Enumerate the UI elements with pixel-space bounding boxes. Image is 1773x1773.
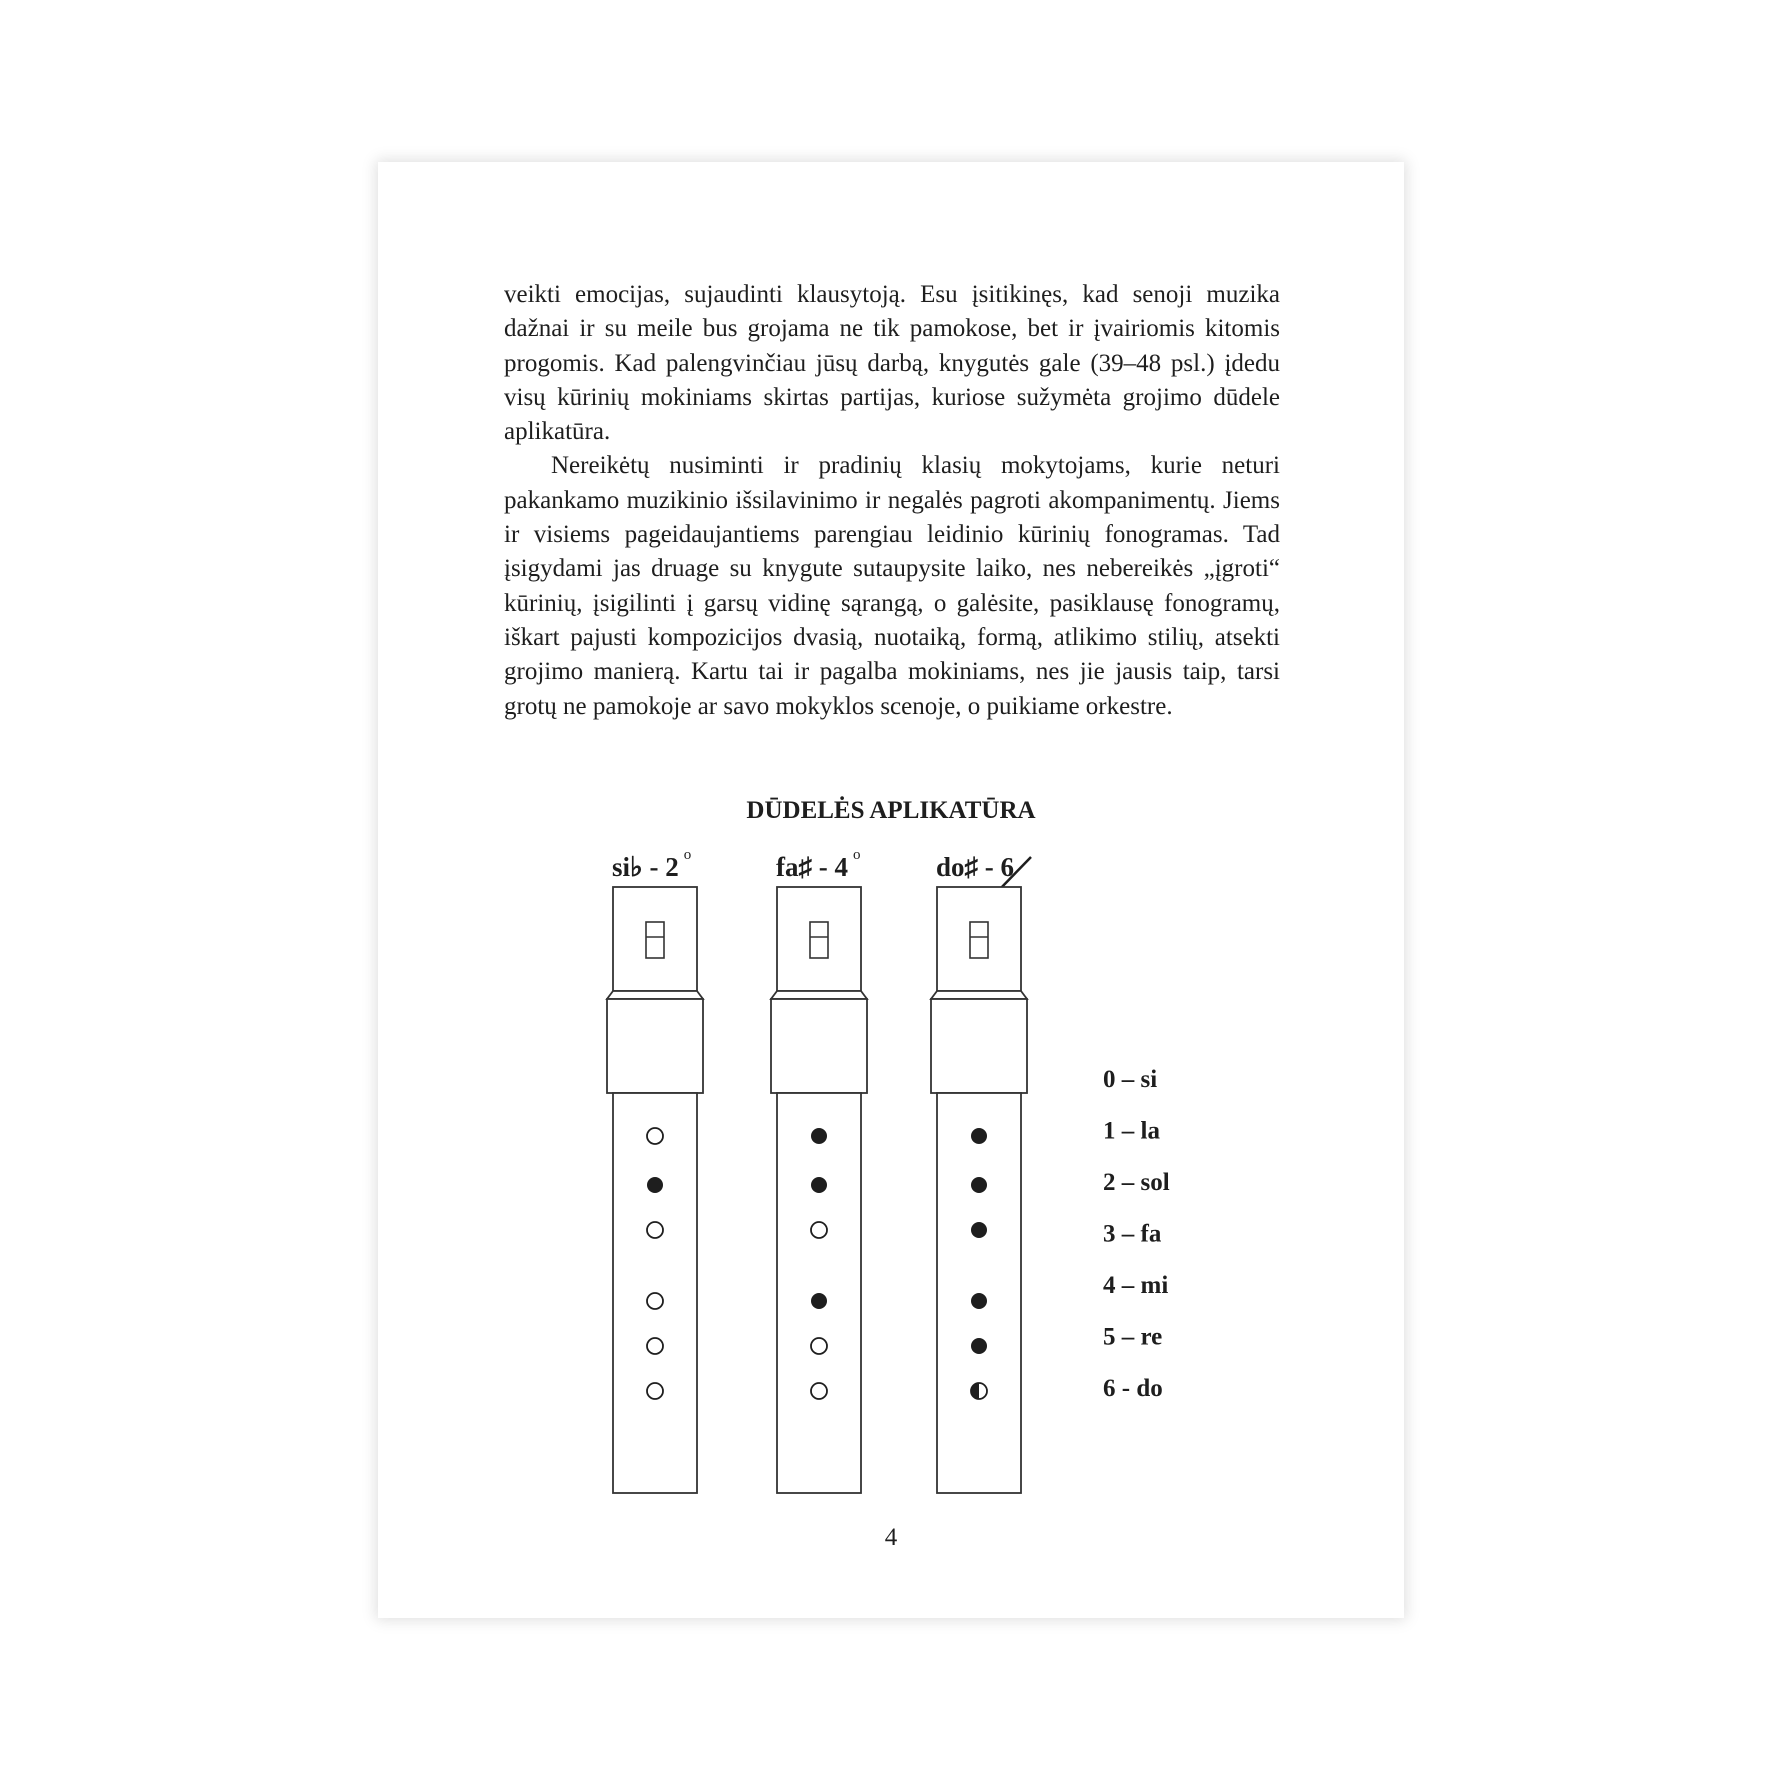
window-opening	[970, 922, 988, 958]
legend-item: 5 – re	[1103, 1323, 1163, 1351]
closed-hole	[811, 1293, 827, 1309]
closed-hole	[647, 1177, 663, 1193]
window-opening	[646, 922, 664, 958]
head-joint-taper	[607, 991, 703, 999]
open-hole	[647, 1128, 663, 1144]
recorder-3	[931, 852, 1031, 1493]
degree-mark: o	[852, 847, 861, 863]
open-hole	[647, 1293, 663, 1309]
head-joint-ring	[607, 999, 703, 1093]
legend-item: 6 - do	[1103, 1375, 1163, 1402]
closed-hole	[971, 1177, 987, 1193]
head-joint-ring	[771, 999, 867, 1093]
recorder-2	[771, 847, 867, 1493]
legend-layer	[1103, 1066, 1170, 1402]
closed-hole	[971, 1293, 987, 1309]
crossed-number: 6	[1000, 852, 1015, 882]
open-hole	[811, 1222, 827, 1238]
closed-hole	[811, 1177, 827, 1193]
paragraph-2: Nereikėtų nusiminti ir pradinių klasių mokytojams, kurie neturi pakankamo muzikinio išsilavinimo ir negalės pagroti akompanimentų. Jiems ir visiems pageidaujantiems parengiau leidinio kūrinių fonogramas. Tad įsigydami jas druage su knygute sutaupysite laiko, nes nebereikės „įgroti“ kūrinių, įsigilinti į garsų vidinę sąrangą, o galėsite, pasiklausę fonogramų, iškart pajusti kompozicijos dvasią, nuotaiką, formą, atlikimo stilių, atsekti grojimo manierą. Kartu tai ir pagalba mokiniams, nes jie jausis taip, tarsi grotų ne pamokoje ar savo mokyklos scenoje, o puikiame orkestre.	[504, 452, 1280, 720]
recorder-note-label: fa♯ - 4 $^o$	[776, 847, 861, 882]
closed-hole	[971, 1338, 987, 1354]
legend-item: 1 – la	[1103, 1117, 1160, 1145]
flutes-layer	[607, 847, 1031, 1493]
legend-item: 4 – mi	[1103, 1272, 1169, 1299]
closed-hole	[971, 1222, 987, 1238]
recorder-note-label: si♭ - 2 $^o$	[612, 847, 692, 882]
degree-mark: o	[683, 847, 692, 863]
open-hole	[647, 1383, 663, 1399]
half-closed-hole	[971, 1383, 987, 1399]
head-joint-taper	[771, 991, 867, 999]
open-hole	[811, 1383, 827, 1399]
recorder-1	[607, 847, 703, 1493]
diagram-title: DŪDELĖS APLIKATŪRA	[746, 797, 1036, 824]
paragraph-1: veikti emocijas, sujaudinti klausytoją. Esu įsitikinęs, kad senoji muzika dažnai ir su meile bus grojama ne tik pamokose, bet ir įvairiomis kitomis progomis. Kad palengvinčiau jūsų darbą, knygutės gale (39–48 psl.) įdedu visų kūrinių mokiniams skirtas partijas, kuriose sužymėta grojimo dūdele aplikatūra.	[504, 281, 1280, 446]
open-hole	[647, 1338, 663, 1354]
recorder-note-label: do♯ - 6	[936, 852, 1015, 882]
closed-hole	[811, 1128, 827, 1144]
closed-hole	[971, 1128, 987, 1144]
legend-item: 0 – si	[1103, 1066, 1158, 1093]
head-joint-taper	[931, 991, 1027, 999]
open-hole	[647, 1222, 663, 1238]
book-page	[378, 162, 1404, 1618]
head-joint-ring	[931, 999, 1027, 1093]
open-hole	[811, 1338, 827, 1354]
fingering-diagram	[378, 162, 1404, 1618]
legend-item: 3 – fa	[1103, 1220, 1162, 1248]
legend-item: 2 – sol	[1103, 1169, 1170, 1196]
page-number: 4	[884, 1524, 898, 1551]
window-opening	[810, 922, 828, 958]
